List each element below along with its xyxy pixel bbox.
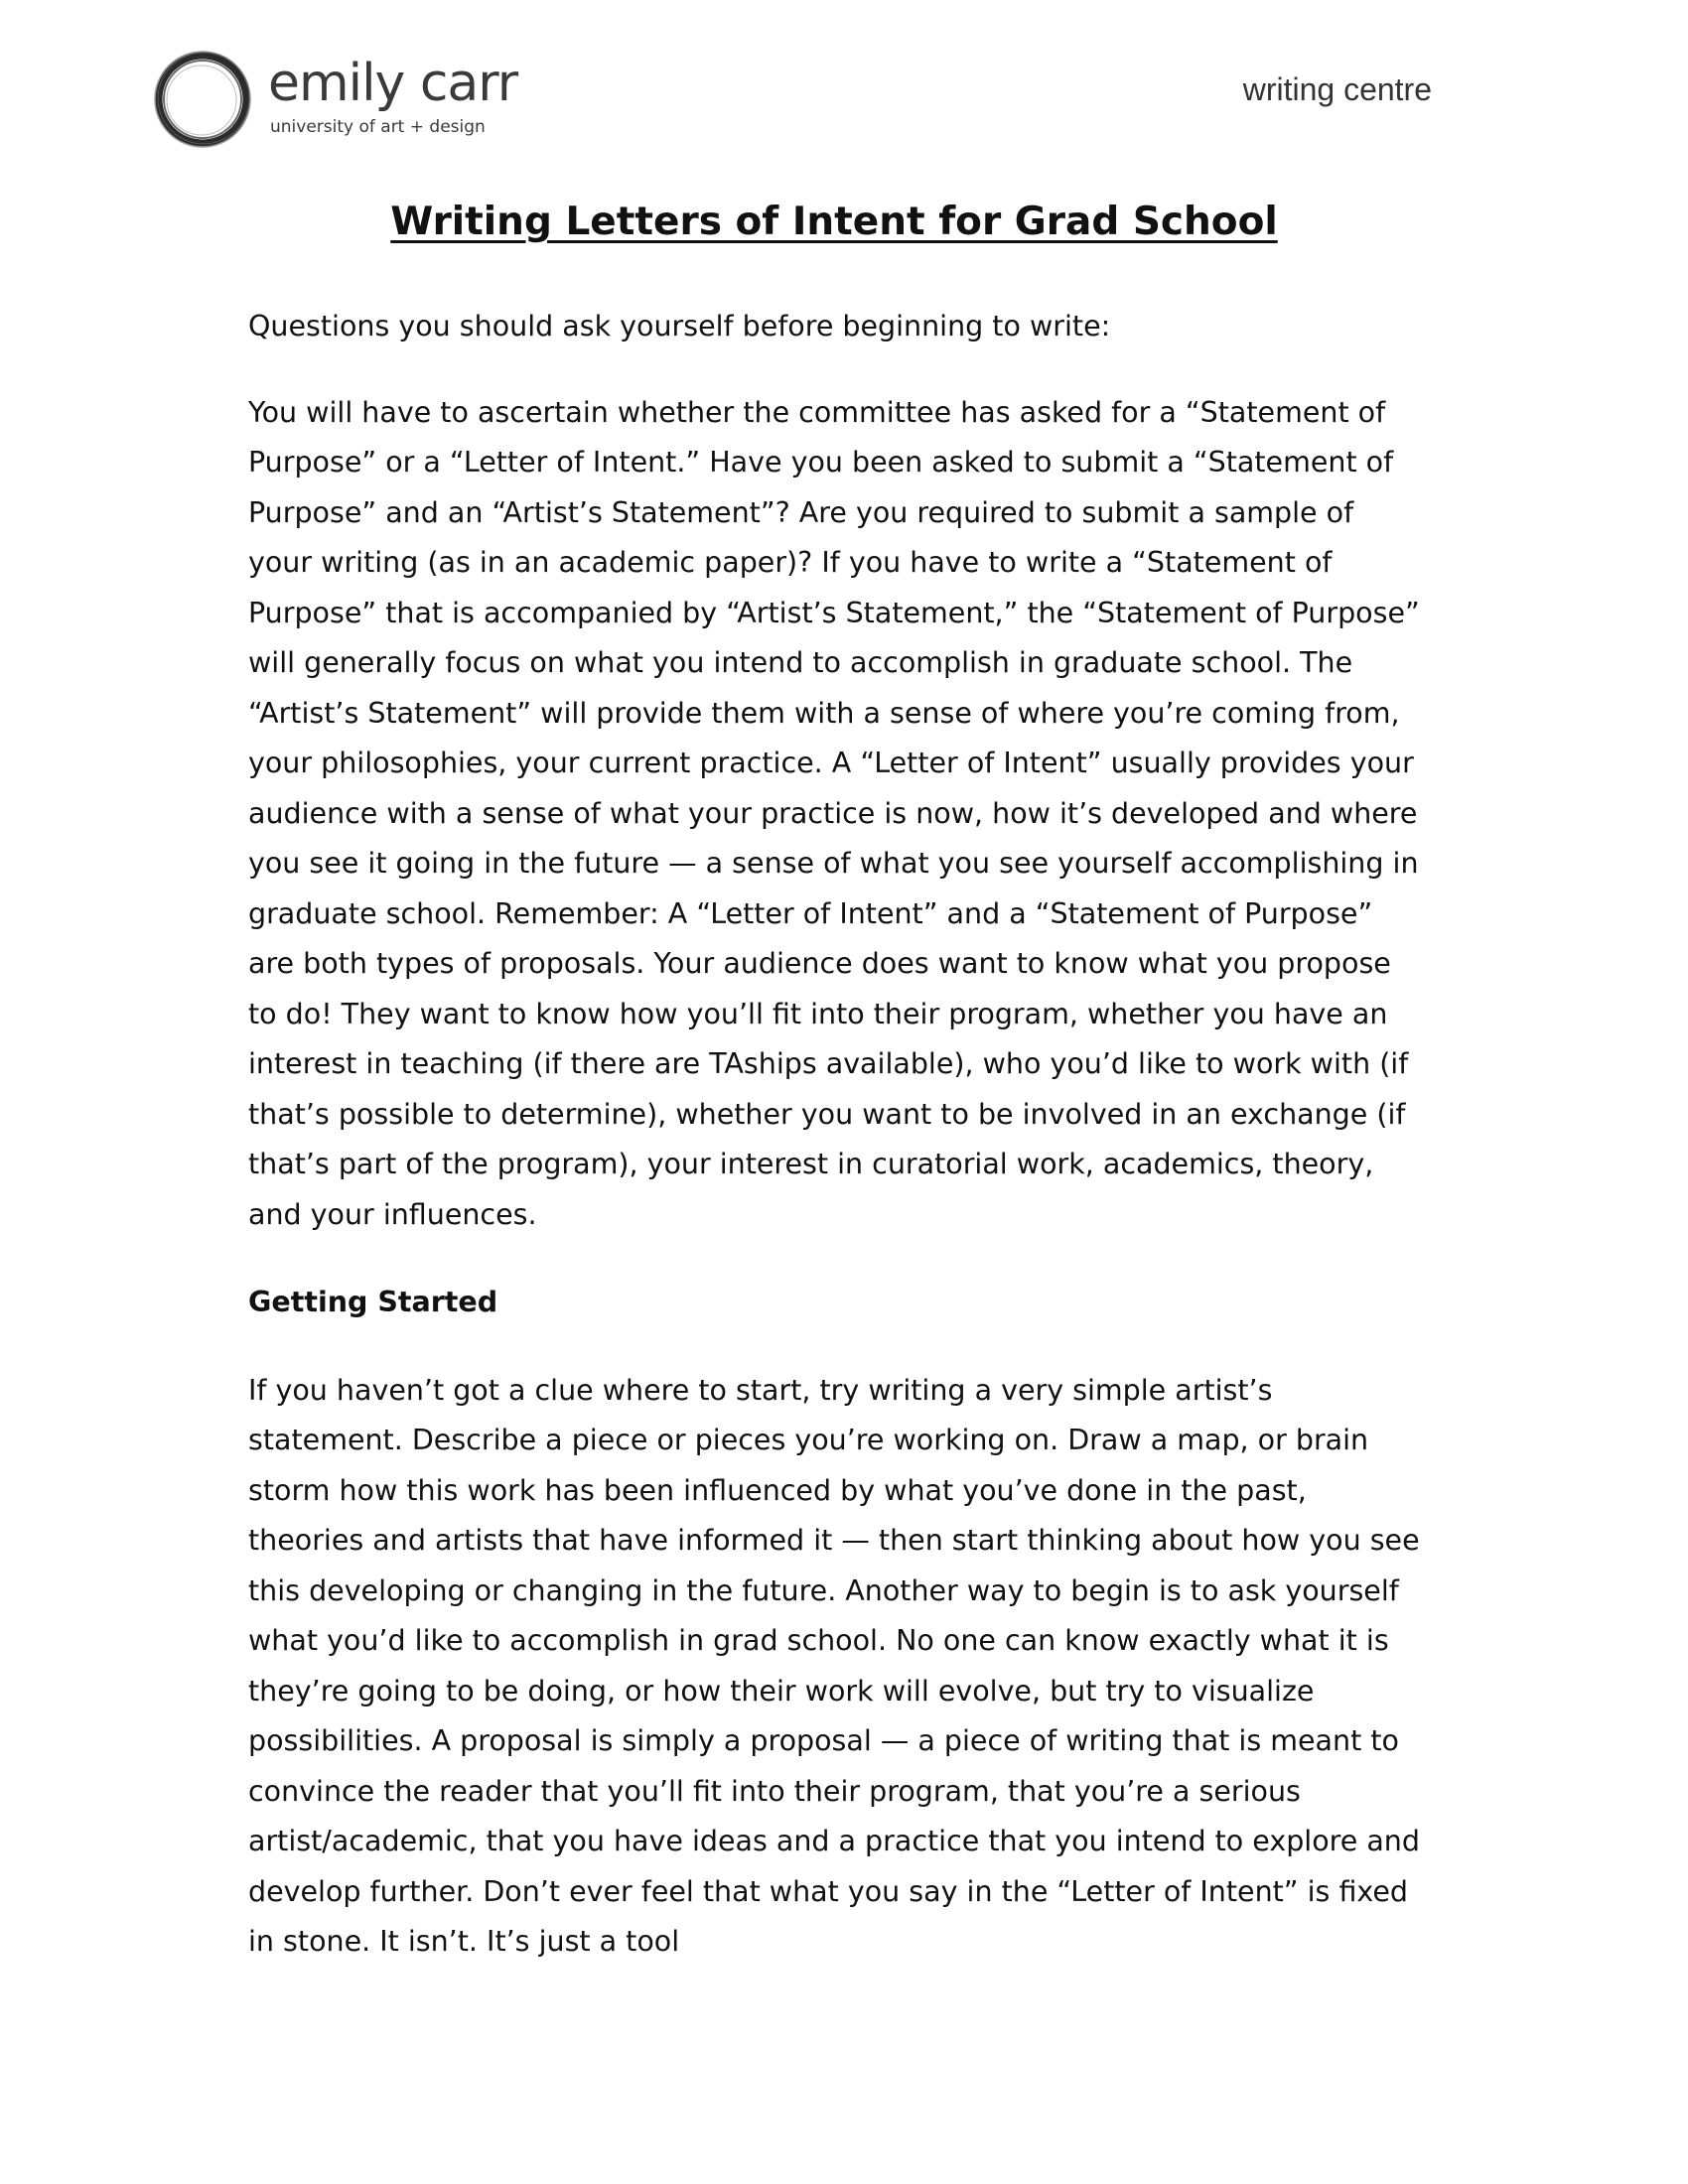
page-header [0,0,1688,179]
paragraph-getting-started: If you haven’t got a clue where to start, try writing a very simple artist’s statement. Describe a piece or pieces you’re working on. Draw a map, or brain storm how this work has been influenced by what you’ve done in the past, theories and artists that have informed it — then start thinking about how you see this developing or changing in the future. Another way to begin is to ask yourself what you’d like to accomplish in grad school. No one can know exactly what it is they’re going to be doing, or how their work will evolve, but try to visualize possibilities. A proposal is simply a proposal — a piece of writing that is meant to convince the reader that you’ll fit into their program, that you’re a serious artist/academic, that you have ideas and a practice that you intend to explore and develop further. Don’t ever feel that what you say in the “Letter of Intent” is fixed in stone. It isn’t. It’s just a tool [248,1373,1420,1958]
logo-subtitle: university of art + design [270,117,486,137]
ring-logo-icon [151,48,254,151]
paragraph-statement-of-purpose: You will have to ascertain whether the committee has asked for a “Statement of Purpose” or a “Letter of Intent.” Have you been asked to submit a “Statement of Purpose” and an “Artist’s Statement”? Are you required to submit a sample of your writing (as in an academic paper)? If you have to write a “Statement of Purpose” that is accompanied by “Artist’s Statement,” the “Statement of Purpose” will generally focus on what you intend to accomplish in graduate school. The “Artist’s Statement” will provide them with a sense of where you’re coming from, your philosophies, your current practice. A “Letter of Intent” usually provides your audience with a sense of what your practice is now, how it’s developed and where you see it going in the future — a sense of what you see yourself accomplishing in graduate school. Remember: A “Letter of Intent” and a “Statement of Purpose” are both types of proposals. Your audience does want to know what you propose to do! They want to know how you’ll fit into their program, whether you have an interest in teaching (if there are TAships available), who you’d like to work with (if that’s possible to determine), whether you want to be involved in an exchange (if that’s part of the program), your interest in curatorial work, academics, theory, and your influences. [248,395,1420,1231]
section-label: writing centre [1242,71,1432,107]
intro-question: Questions you should ask yourself before beginning to write: [248,310,1111,342]
university-logo [151,48,518,157]
logo-wordmark: emily carr [268,54,518,113]
section-heading: Getting Started [248,1286,498,1318]
document-title: Writing Letters of Intent for Grad School [390,200,1278,244]
document-body [248,195,1420,2005]
